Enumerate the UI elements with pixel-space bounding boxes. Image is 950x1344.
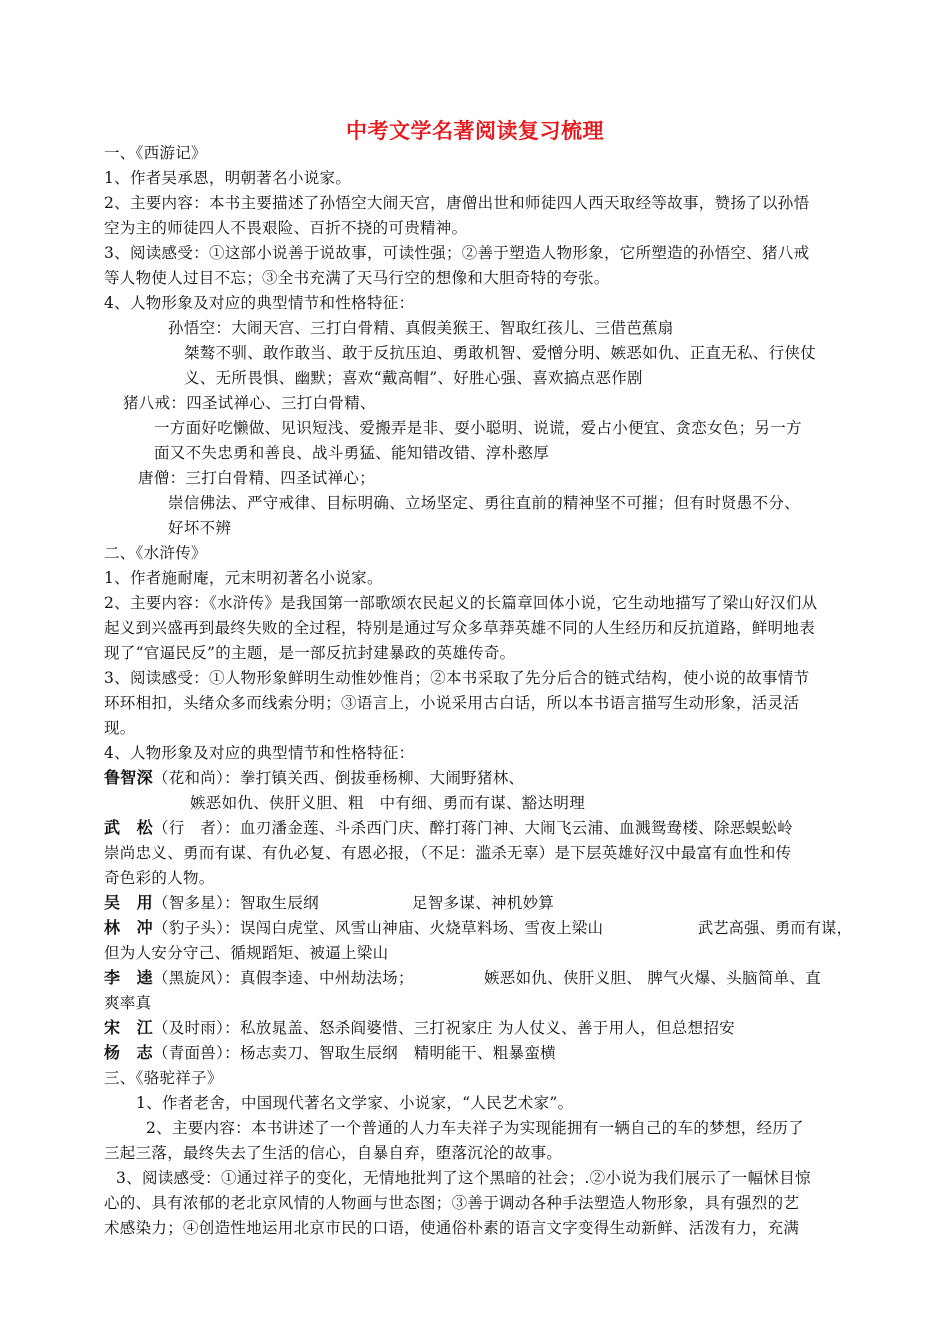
- paragraph: 现了“官逼民反”的主题，是一部反抗封建暴政的英雄传奇。: [104, 644, 516, 662]
- character-name: 鲁智深: [104, 768, 153, 787]
- character-sunwukong: 孙悟空：大闹天宫、三打白骨精、真假美猴王、智取红孩儿、三借芭蕉扇: [168, 319, 674, 337]
- character-name: 杨 志: [104, 1043, 153, 1062]
- character-songjiang: [104, 1017, 735, 1039]
- character-traits: 嫉恶如仇、侠肝义胆、粗 中有细、勇而有谋、豁达明理: [190, 794, 586, 812]
- paragraph: 2、主要内容：本书主要描述了孙悟空大闹天宫，唐僧出世和师徒四人西天取经等故事，赞扬了以孙悟: [104, 194, 810, 212]
- character-name: 林 冲: [104, 918, 153, 937]
- paragraph: 环环相扣，头绪众多而线索分明；③语言上，小说采用古白话，所以本书语言描写生动形象，活灵活: [104, 694, 800, 712]
- character-yangzhi: [104, 1042, 556, 1064]
- paragraph: 等人物使人过目不忘；③全书充满了天马行空的想像和大胆奇特的夸张。: [104, 269, 610, 287]
- paragraph: 2、主要内容：《水浒传》是我国第一部歌颂农民起义的长篇章回体小说，它生动地描写了梁山好汉们从: [104, 594, 818, 612]
- paragraph: 1、作者施耐庵，元末明初著名小说家。: [104, 569, 383, 587]
- character-wusong: [104, 817, 793, 839]
- paragraph: 2、主要内容：本书讲述了一个普通的人力车夫祥子为实现能拥有一辆自己的车的梦想，经历了: [146, 1119, 804, 1137]
- character-traits: 武艺高强、勇而有谋，: [698, 919, 853, 937]
- section-heading-luotuoxiangzi: 三、《骆驼祥子》: [104, 1069, 223, 1087]
- paragraph: 1、作者老舍，中国现代著名文学家、小说家，“人民艺术家”。: [136, 1094, 574, 1112]
- character-traits: 奇色彩的人物。: [104, 869, 215, 887]
- paragraph: 术感染力；④创造性地运用北京市民的口语，使通俗朴素的语言文字变得生动新鲜、活泼有力，充满: [104, 1219, 800, 1237]
- character-name: 宋 江: [104, 1018, 153, 1037]
- paragraph: 三起三落，最终失去了生活的信心，自暴自弃，堕落沉沦的故事。: [104, 1144, 563, 1162]
- character-traits: 桀骜不驯、敢作敢当、敢于反抗压迫、勇敢机智、爱憎分明、嫉恶如仇、正直无私、行侠仗: [184, 344, 817, 362]
- character-tangseng: 唐僧：三打白骨精、四圣试禅心；: [138, 469, 376, 487]
- character-episodes: （及时雨）：私放晁盖、怒杀阎婆惜、三打祝家庄 为人仗义、善于用人，但总想招安: [152, 1019, 735, 1037]
- character-episodes: （行 者）：血刃潘金莲、斗杀西门庆、醉打蒋门神、大闹飞云浦、血溅鸳鸯楼、除恶蜈蚣岭: [152, 819, 793, 837]
- character-episodes: （花和尚）：拳打镇关西、倒拔垂杨柳、大闹野猪林、: [152, 769, 525, 787]
- paragraph: 现。: [104, 719, 136, 737]
- character-episodes: （智多星）：智取生辰纲: [152, 894, 319, 912]
- paragraph: 起义到兴盛再到最终失败的全过程，特别是通过写众多草莽英雄不同的人生经历和反抗道路，鲜明地表: [104, 619, 816, 637]
- paragraph: 4、人物形象及对应的典型情节和性格特征：: [104, 744, 415, 762]
- character-traits: 好坏不辨: [168, 519, 232, 537]
- character-luzhishen: [104, 767, 524, 789]
- page-title: 中考文学名著阅读复习梳理: [346, 119, 604, 143]
- paragraph: 3、阅读感受：①通过祥子的变化，无情地批判了这个黑暗的社会；.②小说为我们展示了一幅怵目惊: [116, 1169, 811, 1187]
- character-traits: 爽率真: [104, 994, 152, 1012]
- character-likui: [104, 967, 414, 989]
- character-episodes: （青面兽）：杨志卖刀、智取生辰纲 精明能干、粗暴蛮横: [152, 1044, 556, 1062]
- character-episodes: （黑旋风）：真假李逵、中州劫法场；: [152, 969, 414, 987]
- character-name: 李 逵: [104, 968, 153, 987]
- character-traits: 面又不失忠勇和善良、战斗勇猛、能知错改错、淳朴憨厚: [154, 444, 550, 462]
- character-zhubajie: 猪八戒：四圣试禅心、三打白骨精、: [123, 394, 376, 412]
- character-wuyong: [104, 892, 319, 914]
- character-name: 吴 用: [104, 893, 153, 912]
- paragraph: 心的、具有浓郁的老北京风情的人物画与世态图；③善于调动各种手法塑造人物形象，具有强烈的艺: [104, 1194, 800, 1212]
- character-traits: 嫉恶如仇、侠肝义胆、 脾气火爆、头脑简单、直: [484, 969, 822, 987]
- character-traits: 但为人安分守己、循规蹈矩、被逼上梁山: [104, 944, 389, 962]
- paragraph: 1、作者吴承恩，明朝著名小说家。: [104, 169, 352, 187]
- character-linchong: [104, 917, 603, 939]
- paragraph: 3、阅读感受：①人物形象鲜明生动惟妙惟肖；②本书采取了先分后合的链式结构，使小说的故事情节: [104, 669, 810, 687]
- paragraph: 空为主的师徒四人不畏艰险、百折不挠的可贵精神。: [104, 219, 468, 237]
- section-heading-xiyouji: 一、《西游记》: [104, 144, 207, 162]
- paragraph: 4、人物形象及对应的典型情节和性格特征：: [104, 294, 415, 312]
- character-traits: 崇尚忠义、勇而有谋、有仇必复、有恩必报，（不足：滥杀无辜）是下层英雄好汉中最富有血性和传: [104, 844, 792, 862]
- paragraph: 3、阅读感受：①这部小说善于说故事，可读性强；②善于塑造人物形象，它所塑造的孙悟空、猪八戒: [104, 244, 810, 262]
- character-name: 武 松: [104, 818, 153, 837]
- character-traits: 一方面好吃懒做、见识短浅、爱搬弄是非、耍小聪明、说谎，爱占小便宜、贪恋女色；另一方: [154, 419, 802, 437]
- character-traits: 义、无所畏惧、幽默；喜欢“戴高帽”、好胜心强、喜欢搞点恶作剧: [184, 369, 643, 387]
- character-episodes: （豹子头）：误闯白虎堂、风雪山神庙、火烧草料场、雪夜上梁山: [152, 919, 604, 937]
- character-traits: 足智多谋、神机妙算: [412, 894, 555, 912]
- character-traits: 崇信佛法、严守戒律、目标明确、立场坚定、勇往直前的精神坚不可摧；但有时贤愚不分、: [168, 494, 801, 512]
- section-heading-shuihuzhuan: 二、《水浒传》: [104, 544, 207, 562]
